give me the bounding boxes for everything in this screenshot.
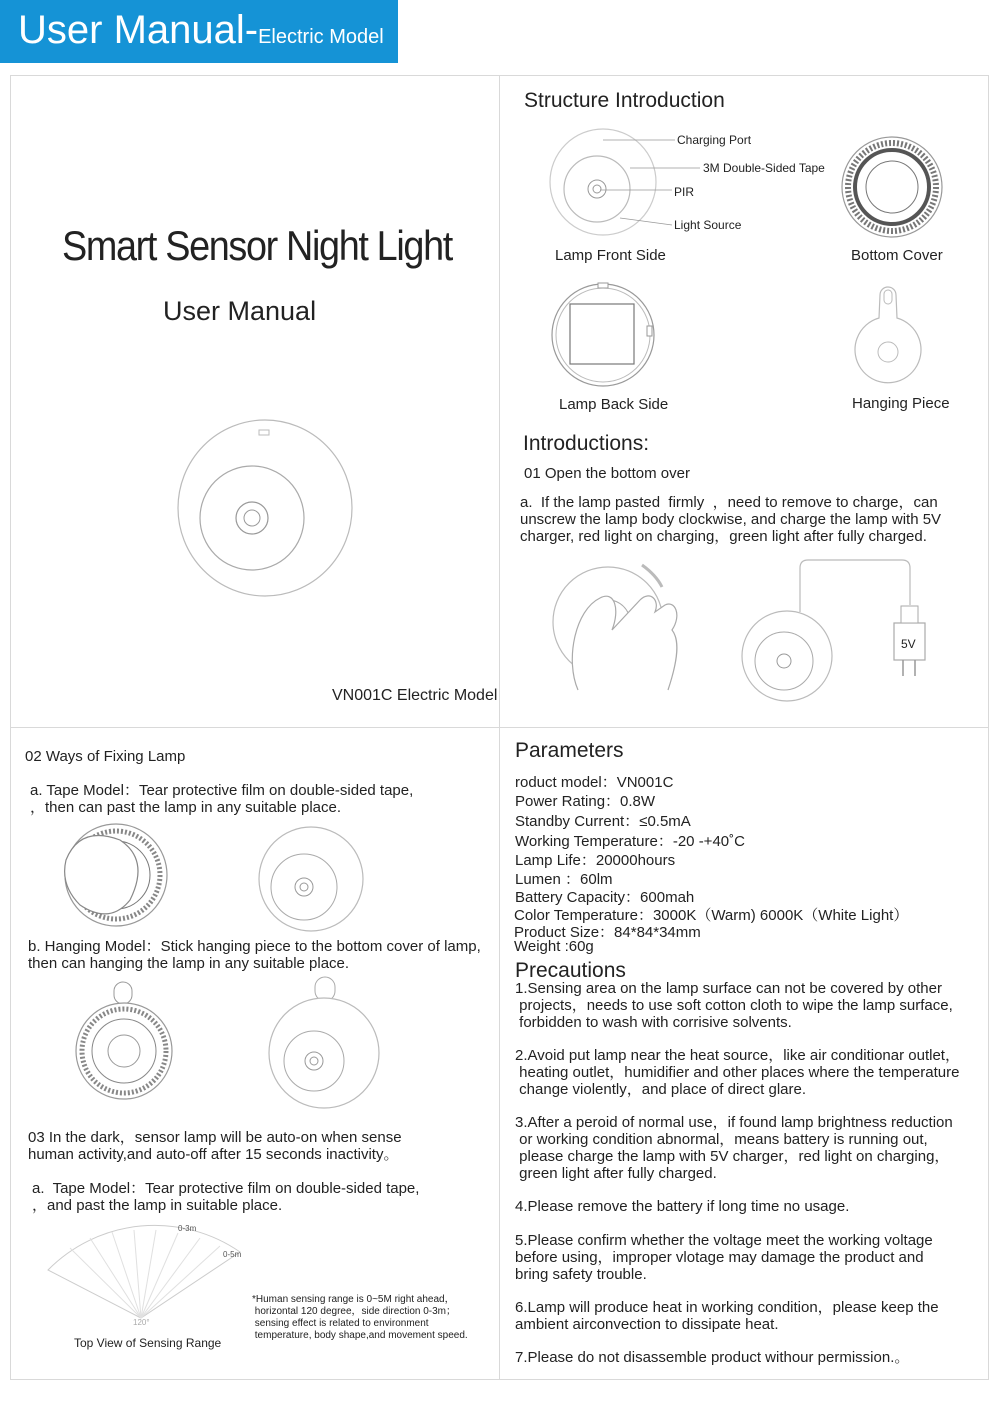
precaution-item: 6.Lamp will produce heat in working condition，please keep the ambient airconvection to dissipate heat.	[515, 1299, 939, 1333]
precaution-item: 2.Avoid put lamp near the heat source，like air conditionar outlet， heating outlet，humidifier and other places where the temperature change violently，and place of direct glare.	[515, 1047, 960, 1098]
fixing-title: 02 Ways of Fixing Lamp	[25, 748, 186, 765]
param-item: Power Rating：0.8W	[515, 793, 656, 810]
param-item: Lamp Life：20000hours	[515, 852, 676, 869]
parameters-title: Parameters	[515, 739, 624, 762]
header-banner	[0, 0, 398, 63]
precautions-title: Precautions	[515, 959, 626, 982]
precaution-item: 1.Sensing area on the lamp surface can not be covered by other projects，needs to use soft cotton cloth to wipe the lamp surface, forbidden to wash with corrisive solvents.	[515, 980, 953, 1031]
model-label: VN001C Electric Model	[332, 687, 498, 704]
range-front-label: 0-5m	[223, 1250, 242, 1259]
caption-front: Lamp Front Side	[555, 247, 666, 264]
product-name: Smart Sensor Night Light	[62, 222, 452, 269]
precaution-item: 3.After a peroid of normal use，if found lamp brightness reduction or working condition abnormal，means battery is running out, please charge the lamp with 5V charger，red light on charging， green light after fully charged.	[515, 1114, 953, 1182]
intro-step01: 01 Open the bottom over	[524, 465, 690, 482]
param-item: Standby Current：≤0.5mA	[515, 813, 691, 830]
tape-model-text: a. Tape Model：Tear protective film on double-sided tape, ，then can past the lamp in any suitable place.	[30, 782, 414, 816]
horizontal-divider	[10, 727, 989, 728]
param-item: Weight :60g	[514, 938, 594, 955]
range-side-label: 0-3m	[178, 1224, 197, 1233]
callout-light-source: Light Source	[674, 218, 742, 232]
param-item: Working Temperature：-20 -+40˚C	[515, 833, 745, 850]
introductions-title: Introductions:	[523, 432, 650, 455]
precaution-item: 7.Please do not disassemble product withour permission.。	[515, 1349, 910, 1366]
range-caption: Top View of Sensing Range	[74, 1336, 222, 1350]
structure-title: Structure Introduction	[524, 89, 725, 112]
intro-step01-a: a. If the lamp pasted firmly ，need to remove to charge，can unscrew the lamp body clockwise, and charge the lamp with 5V charger, red light on charging，green light after fully charged.	[520, 494, 942, 545]
param-item: roduct model：VN001C	[515, 774, 674, 791]
callout-charging-port: Charging Port	[677, 133, 752, 147]
param-item: Color Temperature：3000K（Warm) 6000K（White Light）	[514, 907, 909, 924]
header-title: User Manual-Electric Model	[18, 8, 384, 52]
caption-hanging: Hanging Piece	[852, 395, 950, 412]
charger-label: 5V	[901, 637, 916, 651]
callout-pir: PIR	[674, 185, 695, 199]
cover-subtitle: User Manual	[163, 296, 317, 326]
param-item: Battery Capacity：600mah	[515, 889, 695, 906]
range-angle-label: 120°	[133, 1318, 150, 1327]
step03-text: 03 In the dark，sensor lamp will be auto-on when sense human activity,and auto-off after 15 seconds inactivity。	[28, 1129, 402, 1163]
hanging-model-text: b. Hanging Model：Stick hanging piece to the bottom cover of lamp, then can hanging the lamp in any suitable place.	[28, 938, 481, 972]
precaution-item: 5.Please confirm whether the voltage meet the working voltage before using，improper vlotage may damage the product and bring safety trouble.	[515, 1232, 933, 1283]
callout-tape: 3M Double-Sided Tape	[703, 161, 825, 175]
param-item: Product Size：84*84*34mm	[514, 924, 701, 941]
step03-a-text: a. Tape Model：Tear protective film on double-sided tape, ，and past the lamp in suitable place.	[32, 1180, 420, 1214]
header-subtitle: Electric Model	[258, 26, 384, 48]
sensing-range-diagram	[0, 0, 1, 1]
precaution-item: 4.Please remove the battery if long time no usage.	[515, 1198, 850, 1215]
range-note: *Human sensing range is 0~5M right ahead， horizontal 120 degree，side direction 0-3m； sensing effect is related to environment temperature, body shape,and movement speed.	[252, 1294, 468, 1341]
caption-back: Lamp Back Side	[559, 396, 669, 413]
param-item: Lumen ：60lm	[515, 871, 613, 888]
caption-bottom: Bottom Cover	[851, 247, 943, 264]
